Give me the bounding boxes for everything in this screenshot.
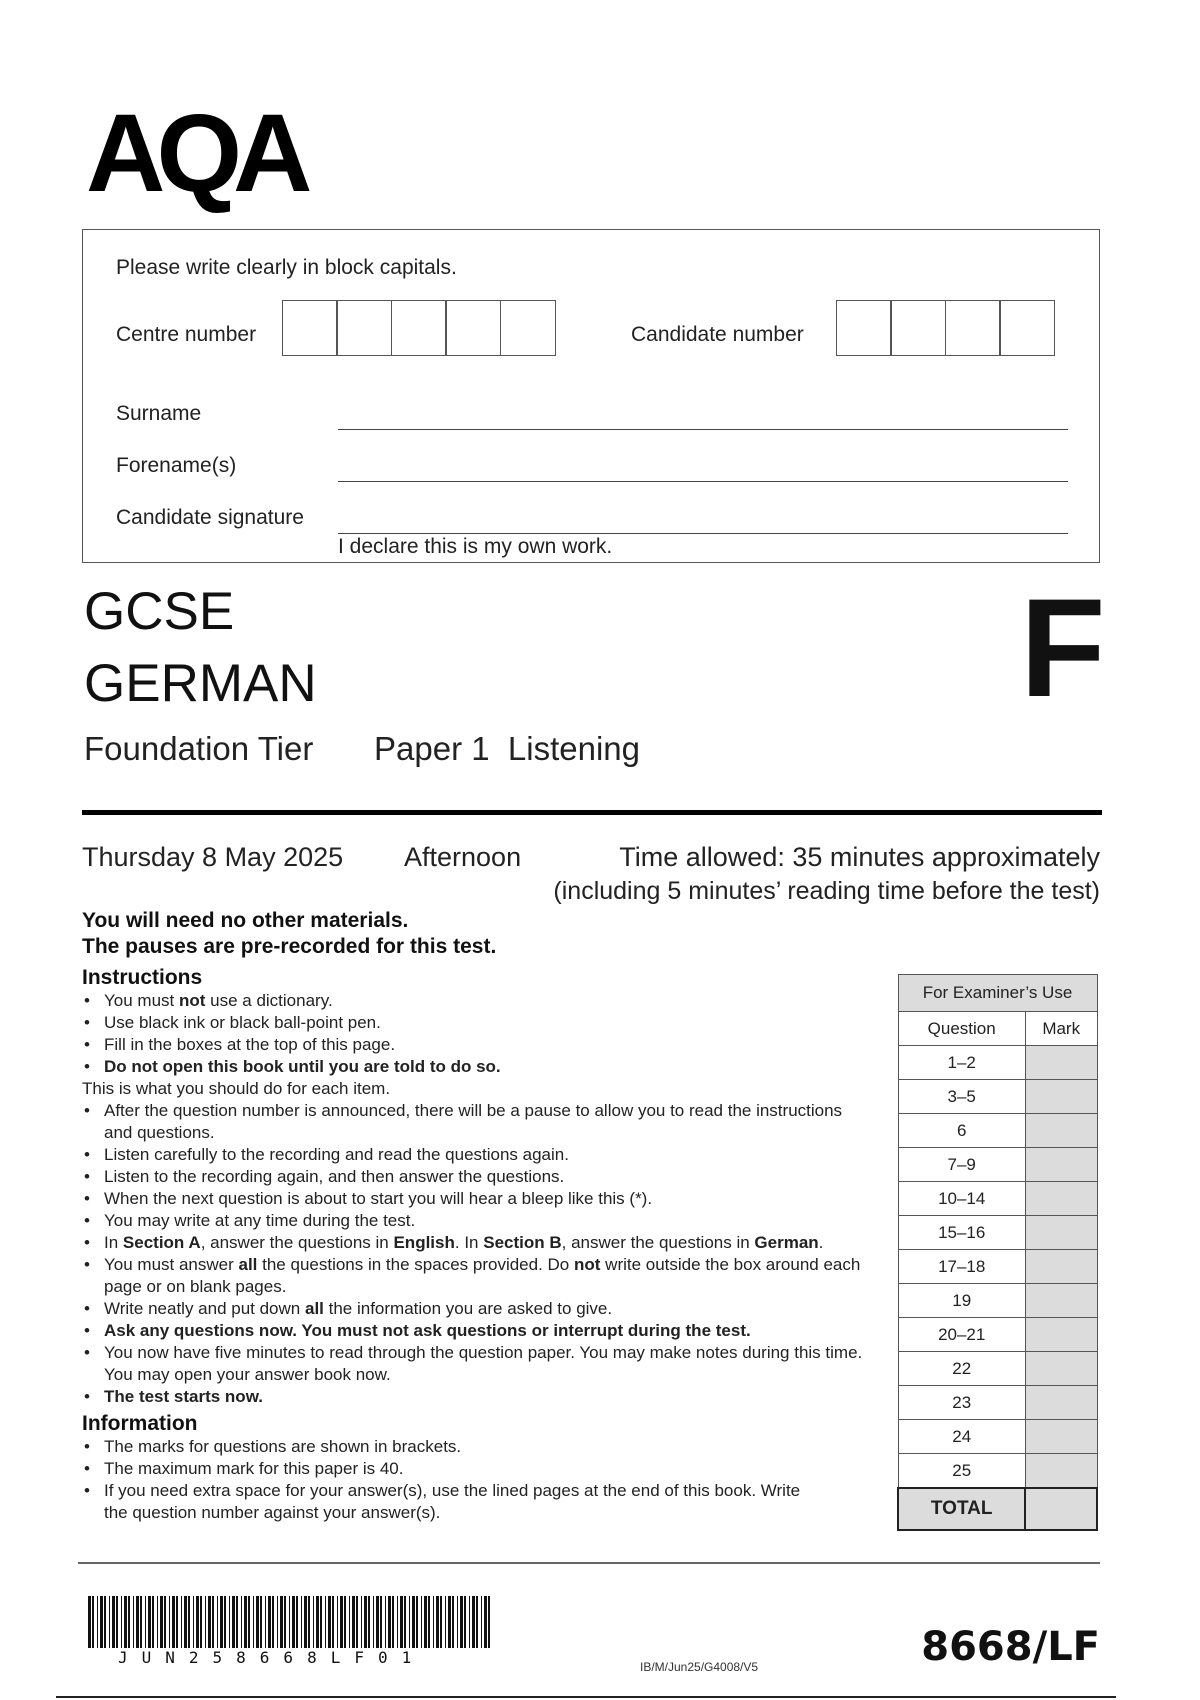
barcode-bar [148, 1596, 151, 1648]
question-number-cell: 6 [898, 1114, 1025, 1148]
mark-cell[interactable] [1025, 1284, 1097, 1318]
list-item-text: You may write at any time during the test. [104, 1211, 416, 1230]
barcode-bar [248, 1596, 250, 1648]
barcode-bar [416, 1596, 418, 1648]
barcode-bar [428, 1596, 430, 1648]
barcode-bar [364, 1596, 367, 1648]
barcode-bar [476, 1596, 478, 1648]
barcode-bar [472, 1596, 475, 1648]
pauses-note: The pauses are pre-recorded for this test. [82, 935, 497, 958]
question-number-cell: 25 [898, 1454, 1025, 1489]
list-item [82, 1210, 872, 1232]
instructions-list-b [82, 1100, 872, 1408]
barcode [88, 1596, 498, 1648]
barcode-bar [313, 1596, 314, 1648]
information-heading: Information [82, 1412, 198, 1435]
barcode-bar [196, 1596, 199, 1648]
barcode-bar [361, 1596, 362, 1648]
list-item [82, 1034, 882, 1056]
table-row [898, 1386, 1097, 1420]
barcode-bar [136, 1596, 139, 1648]
list-item-text: Write neatly and put down [104, 1299, 305, 1318]
candidate-details-box [82, 229, 1100, 563]
list-item-text: the information you are asked to give. [323, 1299, 613, 1318]
barcode-bar [385, 1596, 386, 1648]
barcode-bar [457, 1596, 458, 1648]
table-row [898, 1352, 1097, 1386]
barcode-bar [97, 1596, 98, 1648]
question-number-cell: 22 [898, 1352, 1025, 1386]
list-item-text: After the question number is announced, there will be a pause to allow you to read the instructions and questions. [104, 1101, 843, 1142]
reading-time: (including 5 minutes’ reading time before the test) [553, 877, 1100, 905]
list-item [82, 1298, 872, 1320]
barcode-bar [349, 1596, 350, 1648]
barcode-bar [236, 1596, 238, 1648]
list-item-text: Listen carefully to the recording and read the questions again. [104, 1145, 569, 1164]
list-item-text: , answer the questions in [200, 1233, 394, 1252]
barcode-bar [440, 1596, 442, 1648]
list-item-text: The maximum mark for this paper is 40. [104, 1459, 404, 1478]
barcode-bar [92, 1596, 94, 1648]
table-row [898, 1114, 1097, 1148]
barcode-bar [200, 1596, 202, 1648]
list-item-text: Fill in the boxes at the top of this page. [104, 1035, 396, 1054]
barcode-bar [424, 1596, 427, 1648]
candidate-number-label: Candidate number [631, 323, 804, 346]
barcode-bar [433, 1596, 434, 1648]
list-item [82, 1166, 872, 1188]
instructions-list-a [82, 990, 882, 1078]
barcode-bar [277, 1596, 278, 1648]
mark-cell[interactable] [1025, 1046, 1097, 1080]
barcode-bar [272, 1596, 274, 1648]
barcode-bar [256, 1596, 259, 1648]
information-list [82, 1436, 822, 1524]
list-item-text: . In [454, 1233, 484, 1252]
forenames-label: Forename(s) [116, 454, 237, 477]
barcode-bar [280, 1596, 283, 1648]
barcode-bar [188, 1596, 190, 1648]
mark-cell[interactable] [1025, 1114, 1097, 1148]
barcode-bar [121, 1596, 122, 1648]
table-row [898, 1080, 1097, 1114]
mark-cell[interactable] [1025, 1182, 1097, 1216]
barcode-bar [460, 1596, 463, 1648]
barcode-bar [344, 1596, 346, 1648]
barcode-bar [265, 1596, 266, 1648]
tier-letter: F [1020, 569, 1106, 726]
list-item [82, 1480, 822, 1524]
mark-column-header: Mark [1025, 1012, 1097, 1046]
list-item-text: You now have five minutes to read through the question paper. You may make notes during this time. You may open your answer book now. [104, 1343, 863, 1384]
centre-number-field[interactable] [283, 300, 556, 356]
list-item [82, 1436, 822, 1458]
barcode-bar [253, 1596, 254, 1648]
question-number-cell: 24 [898, 1420, 1025, 1454]
barcode-bar [100, 1596, 103, 1648]
barcode-bar [308, 1596, 310, 1648]
question-number-cell: 23 [898, 1386, 1025, 1420]
list-item [82, 1342, 872, 1386]
barcode-bar [352, 1596, 355, 1648]
barcode-bar [244, 1596, 247, 1648]
barcode-bar [388, 1596, 391, 1648]
examiner-table-title: For Examiner’s Use [898, 975, 1097, 1012]
barcode-bar [220, 1596, 223, 1648]
list-item-text: The marks for questions are shown in brackets. [104, 1437, 462, 1456]
barcode-bar [469, 1596, 470, 1648]
list-item-text: When the next question is about to start you will hear a bleep like this (*). [104, 1189, 653, 1208]
materials-note: You will need no other materials. [82, 909, 409, 932]
list-item-text: use a dictionary. [205, 991, 333, 1010]
table-row [898, 1148, 1097, 1182]
barcode-bar [217, 1596, 218, 1648]
barcode-bar [436, 1596, 439, 1648]
list-item-text: write outside the box around each page or on blank pages. [104, 1255, 861, 1296]
barcode-bar [133, 1596, 134, 1648]
time-allowed: Time allowed: 35 minutes approximately [619, 842, 1100, 872]
list-item [82, 1320, 872, 1342]
paper-label: Paper 1 Listening [374, 730, 641, 767]
surname-field[interactable] [338, 429, 1068, 430]
barcode-bar [289, 1596, 290, 1648]
table-row [898, 1284, 1097, 1318]
list-item-text: English [393, 1233, 455, 1252]
barcode-bar [160, 1596, 163, 1648]
forenames-field[interactable] [338, 481, 1068, 482]
table-row [898, 1182, 1097, 1216]
question-number-cell: 10–14 [898, 1182, 1025, 1216]
list-item-text: The test starts now. [104, 1387, 264, 1406]
barcode-bar [397, 1596, 398, 1648]
barcode-bar [409, 1596, 410, 1648]
centre-number-label: Centre number [116, 323, 257, 346]
barcode-bar [260, 1596, 262, 1648]
barcode-bar [172, 1596, 175, 1648]
list-item [82, 1188, 872, 1210]
barcode-bar [332, 1596, 334, 1648]
table-row [898, 1250, 1097, 1284]
list-item-text: all [304, 1299, 324, 1318]
requirements-block [82, 908, 496, 960]
list-item-text: Section A [122, 1233, 201, 1252]
list-item-text: the questions in the spaces provided. Do [257, 1255, 574, 1274]
barcode-bar [181, 1596, 182, 1648]
barcode-bar [152, 1596, 154, 1648]
barcode-bar [340, 1596, 343, 1648]
question-number-cell: 20–21 [898, 1318, 1025, 1352]
instructions-section [82, 966, 882, 1524]
list-item-text: Ask any questions now. You must not ask questions or interrupt during the test. [104, 1321, 751, 1340]
barcode-bar [404, 1596, 406, 1648]
question-column-header: Question [898, 1012, 1025, 1046]
barcode-bar [392, 1596, 394, 1648]
list-item-text: not [178, 991, 206, 1010]
per-item-intro: This is what you should do for each item. [82, 1079, 391, 1098]
list-item-text: , answer the questions in [561, 1233, 755, 1252]
list-item-text: all [238, 1255, 258, 1274]
mark-cell[interactable] [1025, 1318, 1097, 1352]
centre-number-digit-box[interactable] [336, 300, 392, 356]
total-label: TOTAL [898, 1488, 1025, 1530]
centre-number-digit-box[interactable] [445, 300, 501, 356]
barcode-bar [464, 1596, 466, 1648]
barcode-bar [176, 1596, 178, 1648]
candidate-number-digit-box[interactable] [890, 300, 946, 356]
list-item-text: In [104, 1233, 123, 1252]
table-row [898, 1454, 1097, 1489]
declaration-text: I declare this is my own work. [338, 535, 613, 558]
barcode-bar [128, 1596, 130, 1648]
examiner-use-table [897, 974, 1098, 1531]
question-number-cell: 3–5 [898, 1080, 1025, 1114]
barcode-bar [104, 1596, 106, 1648]
list-item-text: not [574, 1255, 601, 1274]
candidate-number-digit-box[interactable] [999, 300, 1055, 356]
barcode-bar [241, 1596, 242, 1648]
paper-code: 8668/LF [921, 1624, 1100, 1670]
barcode-bar [373, 1596, 374, 1648]
question-number-cell: 1–2 [898, 1046, 1025, 1080]
mark-cell[interactable] [1025, 1420, 1097, 1454]
list-item-text: You must answer [104, 1255, 239, 1274]
barcode-bar [337, 1596, 338, 1648]
list-item [82, 1386, 872, 1408]
barcode-bar [301, 1596, 302, 1648]
barcode-bar [380, 1596, 382, 1648]
document-reference: IB/M/Jun25/G4008/V5 [640, 1660, 759, 1674]
block-capitals-instruction: Please write clearly in block capitals. [116, 256, 457, 279]
barcode-bar [205, 1596, 206, 1648]
barcode-bar [400, 1596, 403, 1648]
barcode-bar [320, 1596, 322, 1648]
title-divider [82, 810, 1102, 815]
barcode-bar [484, 1596, 487, 1648]
list-item [82, 1458, 822, 1480]
barcode-bar [124, 1596, 127, 1648]
list-item-text: You must [104, 991, 179, 1010]
barcode-bar [448, 1596, 451, 1648]
barcode-bar [164, 1596, 166, 1648]
list-item [82, 1056, 882, 1078]
barcode-bar [229, 1596, 230, 1648]
exam-date: Thursday 8 May 2025 [82, 842, 344, 872]
candidate-number-digit-box[interactable] [945, 300, 1001, 356]
barcode-bar [112, 1596, 115, 1648]
barcode-bar [488, 1596, 490, 1648]
list-item [82, 1100, 872, 1144]
candidate-number-field[interactable] [837, 300, 1055, 356]
list-item [82, 1012, 882, 1034]
barcode-bar [316, 1596, 319, 1648]
list-item-text: Section B [483, 1233, 562, 1252]
mark-cell[interactable] [1025, 1250, 1097, 1284]
barcode-bar [445, 1596, 446, 1648]
barcode-bar [328, 1596, 331, 1648]
barcode-bar [284, 1596, 286, 1648]
barcode-bar [208, 1596, 211, 1648]
barcode-bar [224, 1596, 226, 1648]
mark-cell[interactable] [1025, 1454, 1097, 1489]
table-row [898, 1046, 1097, 1080]
barcode-bar [452, 1596, 454, 1648]
exam-session: Afternoon [404, 842, 522, 872]
barcode-bar [296, 1596, 298, 1648]
barcode-bar [169, 1596, 170, 1648]
barcode-number: JUN258668LF01 [118, 1648, 426, 1667]
question-number-cell: 19 [898, 1284, 1025, 1318]
mark-cell[interactable] [1025, 1148, 1097, 1182]
signature-label: Candidate signature [116, 506, 304, 529]
barcode-bar [304, 1596, 307, 1648]
tier-label: Foundation Tier [84, 730, 314, 767]
instructions-heading: Instructions [82, 966, 203, 989]
barcode-bar [184, 1596, 187, 1648]
barcode-bar [421, 1596, 422, 1648]
barcode-bar [292, 1596, 295, 1648]
mark-cell[interactable] [1025, 1080, 1097, 1114]
barcode-bar [232, 1596, 235, 1648]
aqa-logo: AQA [86, 92, 304, 215]
barcode-bar [356, 1596, 358, 1648]
candidate-number-digit-box[interactable] [836, 300, 892, 356]
subject-title: GERMAN [84, 654, 317, 713]
barcode-bar [140, 1596, 142, 1648]
mark-cell[interactable] [1025, 1352, 1097, 1386]
list-item [82, 990, 882, 1012]
table-row [898, 1420, 1097, 1454]
barcode-bar [157, 1596, 158, 1648]
barcode-bar [481, 1596, 482, 1648]
table-row [898, 1216, 1097, 1250]
barcode-bar [412, 1596, 415, 1648]
footer-divider [78, 1562, 1100, 1564]
list-item-text: German [754, 1233, 819, 1252]
mark-cell[interactable] [1025, 1386, 1097, 1420]
barcode-bar [376, 1596, 379, 1648]
table-row [898, 1318, 1097, 1352]
barcode-bar [268, 1596, 271, 1648]
barcode-bar [88, 1596, 91, 1648]
centre-number-digit-box[interactable] [282, 300, 338, 356]
surname-label: Surname [116, 402, 202, 425]
signature-field[interactable] [338, 533, 1068, 534]
question-number-cell: 17–18 [898, 1250, 1025, 1284]
centre-number-digit-box[interactable] [500, 300, 556, 356]
barcode-bar [109, 1596, 110, 1648]
centre-number-digit-box[interactable] [391, 300, 447, 356]
list-item [82, 1254, 872, 1298]
total-mark-cell[interactable] [1025, 1488, 1097, 1530]
list-item-text: Listen to the recording again, and then answer the questions. [104, 1167, 565, 1186]
mark-cell[interactable] [1025, 1216, 1097, 1250]
qualification-title: GCSE [84, 582, 235, 641]
total-row [898, 1488, 1097, 1530]
barcode-bar [193, 1596, 194, 1648]
list-item-text: If you need extra space for your answer(s), use the lined pages at the end of this book. Write the question number against your answer(s). [104, 1481, 801, 1522]
list-item [82, 1144, 872, 1166]
barcode-bar [368, 1596, 370, 1648]
list-item-text: . [818, 1233, 824, 1252]
page-bottom-rule [56, 1696, 1116, 1698]
question-number-cell: 15–16 [898, 1216, 1025, 1250]
barcode-bar [116, 1596, 118, 1648]
question-number-cell: 7–9 [898, 1148, 1025, 1182]
list-item-text: Use black ink or black ball-point pen. [104, 1013, 381, 1032]
barcode-bar [145, 1596, 146, 1648]
barcode-bar [325, 1596, 326, 1648]
list-item-text: Do not open this book until you are told to do so. [104, 1057, 501, 1076]
list-item [82, 1232, 872, 1254]
barcode-bar [212, 1596, 214, 1648]
